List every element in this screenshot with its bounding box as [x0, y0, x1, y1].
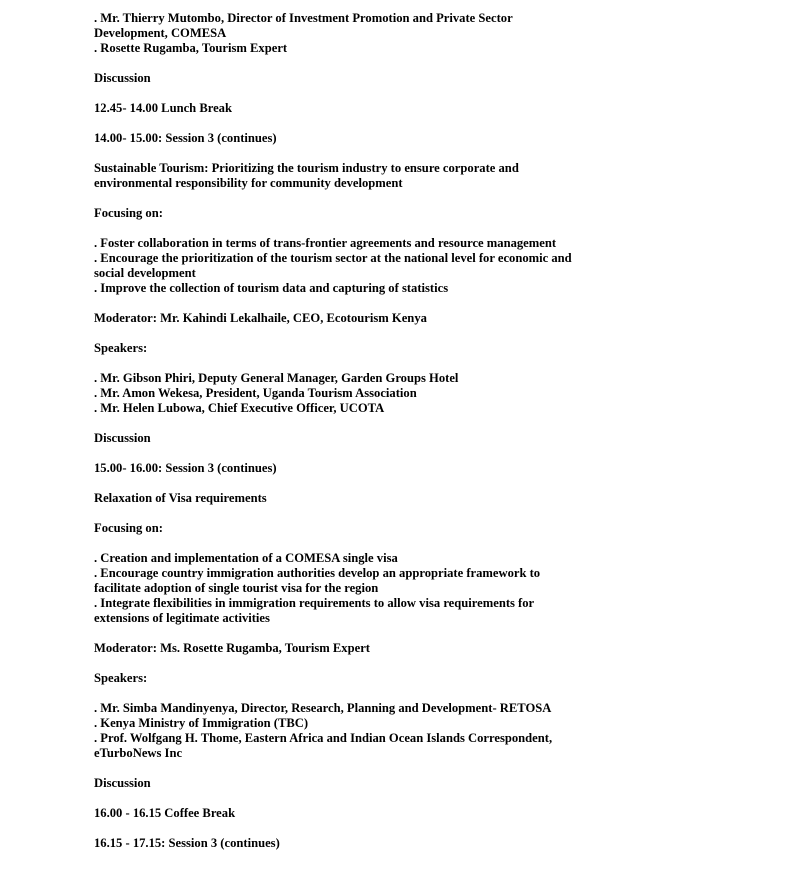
paragraph [94, 341, 614, 356]
text-line: extensions of legitimate activities [94, 611, 270, 625]
paragraph [94, 371, 614, 416]
text-line: facilitate adoption of single tourist visa for the region [94, 581, 379, 595]
text-line: Focusing on: [94, 206, 163, 220]
text-line: . Mr. Gibson Phiri, Deputy General Manager, Garden Groups Hotel [94, 371, 459, 385]
paragraph [94, 311, 614, 326]
paragraph [94, 701, 614, 761]
text-line: 14.00- 15.00: Session 3 (continues) [94, 131, 277, 145]
paragraph [94, 206, 614, 221]
text-line: . Prof. Wolfgang H. Thome, Eastern Africa and Indian Ocean Islands Correspondent, [94, 731, 553, 745]
text-line: Sustainable Tourism: Prioritizing the tourism industry to ensure corporate and [94, 161, 519, 175]
text-line: eTurboNews Inc [94, 746, 183, 760]
text-line: environmental responsibility for community development [94, 176, 403, 190]
paragraph [94, 521, 614, 536]
text-line: social development [94, 266, 196, 280]
text-line: . Mr. Helen Lubowa, Chief Executive Officer, UCOTA [94, 401, 385, 415]
text-line: 12.45- 14.00 Lunch Break [94, 101, 232, 115]
paragraph [94, 161, 614, 191]
text-line: 16.15 - 17.15: Session 3 (continues) [94, 836, 280, 850]
text-line: . Encourage country immigration authorities develop an appropriate framework to [94, 566, 541, 580]
text-line: . Improve the collection of tourism data and capturing of statistics [94, 281, 449, 295]
paragraph [94, 101, 614, 116]
text-line: . Foster collaboration in terms of trans-frontier agreements and resource management [94, 236, 557, 250]
text-line: Moderator: Ms. Rosette Rugamba, Tourism Expert [94, 641, 370, 655]
text-line: . Encourage the prioritization of the tourism sector at the national level for economic and [94, 251, 572, 265]
text-line: Relaxation of Visa requirements [94, 491, 267, 505]
text-line: Moderator: Mr. Kahindi Lekalhaile, CEO, Ecotourism Kenya [94, 311, 427, 325]
text-line: Development, COMESA [94, 26, 227, 40]
text-line: . Mr. Simba Mandinyenya, Director, Research, Planning and Development- RETOSA [94, 701, 552, 715]
paragraph [94, 431, 614, 446]
document-page [94, 11, 614, 866]
paragraph [94, 836, 614, 851]
paragraph [94, 461, 614, 476]
paragraph [94, 551, 614, 626]
text-line: Discussion [94, 431, 151, 445]
paragraph [94, 776, 614, 791]
paragraph [94, 11, 614, 56]
paragraph [94, 671, 614, 686]
text-line: Discussion [94, 71, 151, 85]
text-line: 15.00- 16.00: Session 3 (continues) [94, 461, 277, 475]
text-line: . Mr. Amon Wekesa, President, Uganda Tourism Association [94, 386, 417, 400]
paragraph [94, 641, 614, 656]
text-line: Discussion [94, 776, 151, 790]
text-line: . Mr. Thierry Mutombo, Director of Investment Promotion and Private Sector [94, 11, 513, 25]
text-line: 16.00 - 16.15 Coffee Break [94, 806, 236, 820]
text-line: . Creation and implementation of a COMESA single visa [94, 551, 398, 565]
paragraph [94, 71, 614, 86]
text-line: . Kenya Ministry of Immigration (TBC) [94, 716, 309, 730]
text-line: . Rosette Rugamba, Tourism Expert [94, 41, 288, 55]
text-line: . Integrate flexibilities in immigration requirements to allow visa requirements for [94, 596, 535, 610]
paragraph [94, 491, 614, 506]
paragraph [94, 806, 614, 821]
text-line: Speakers: [94, 671, 148, 685]
paragraph [94, 236, 614, 296]
paragraph [94, 131, 614, 146]
text-line: Focusing on: [94, 521, 163, 535]
text-line: Speakers: [94, 341, 148, 355]
